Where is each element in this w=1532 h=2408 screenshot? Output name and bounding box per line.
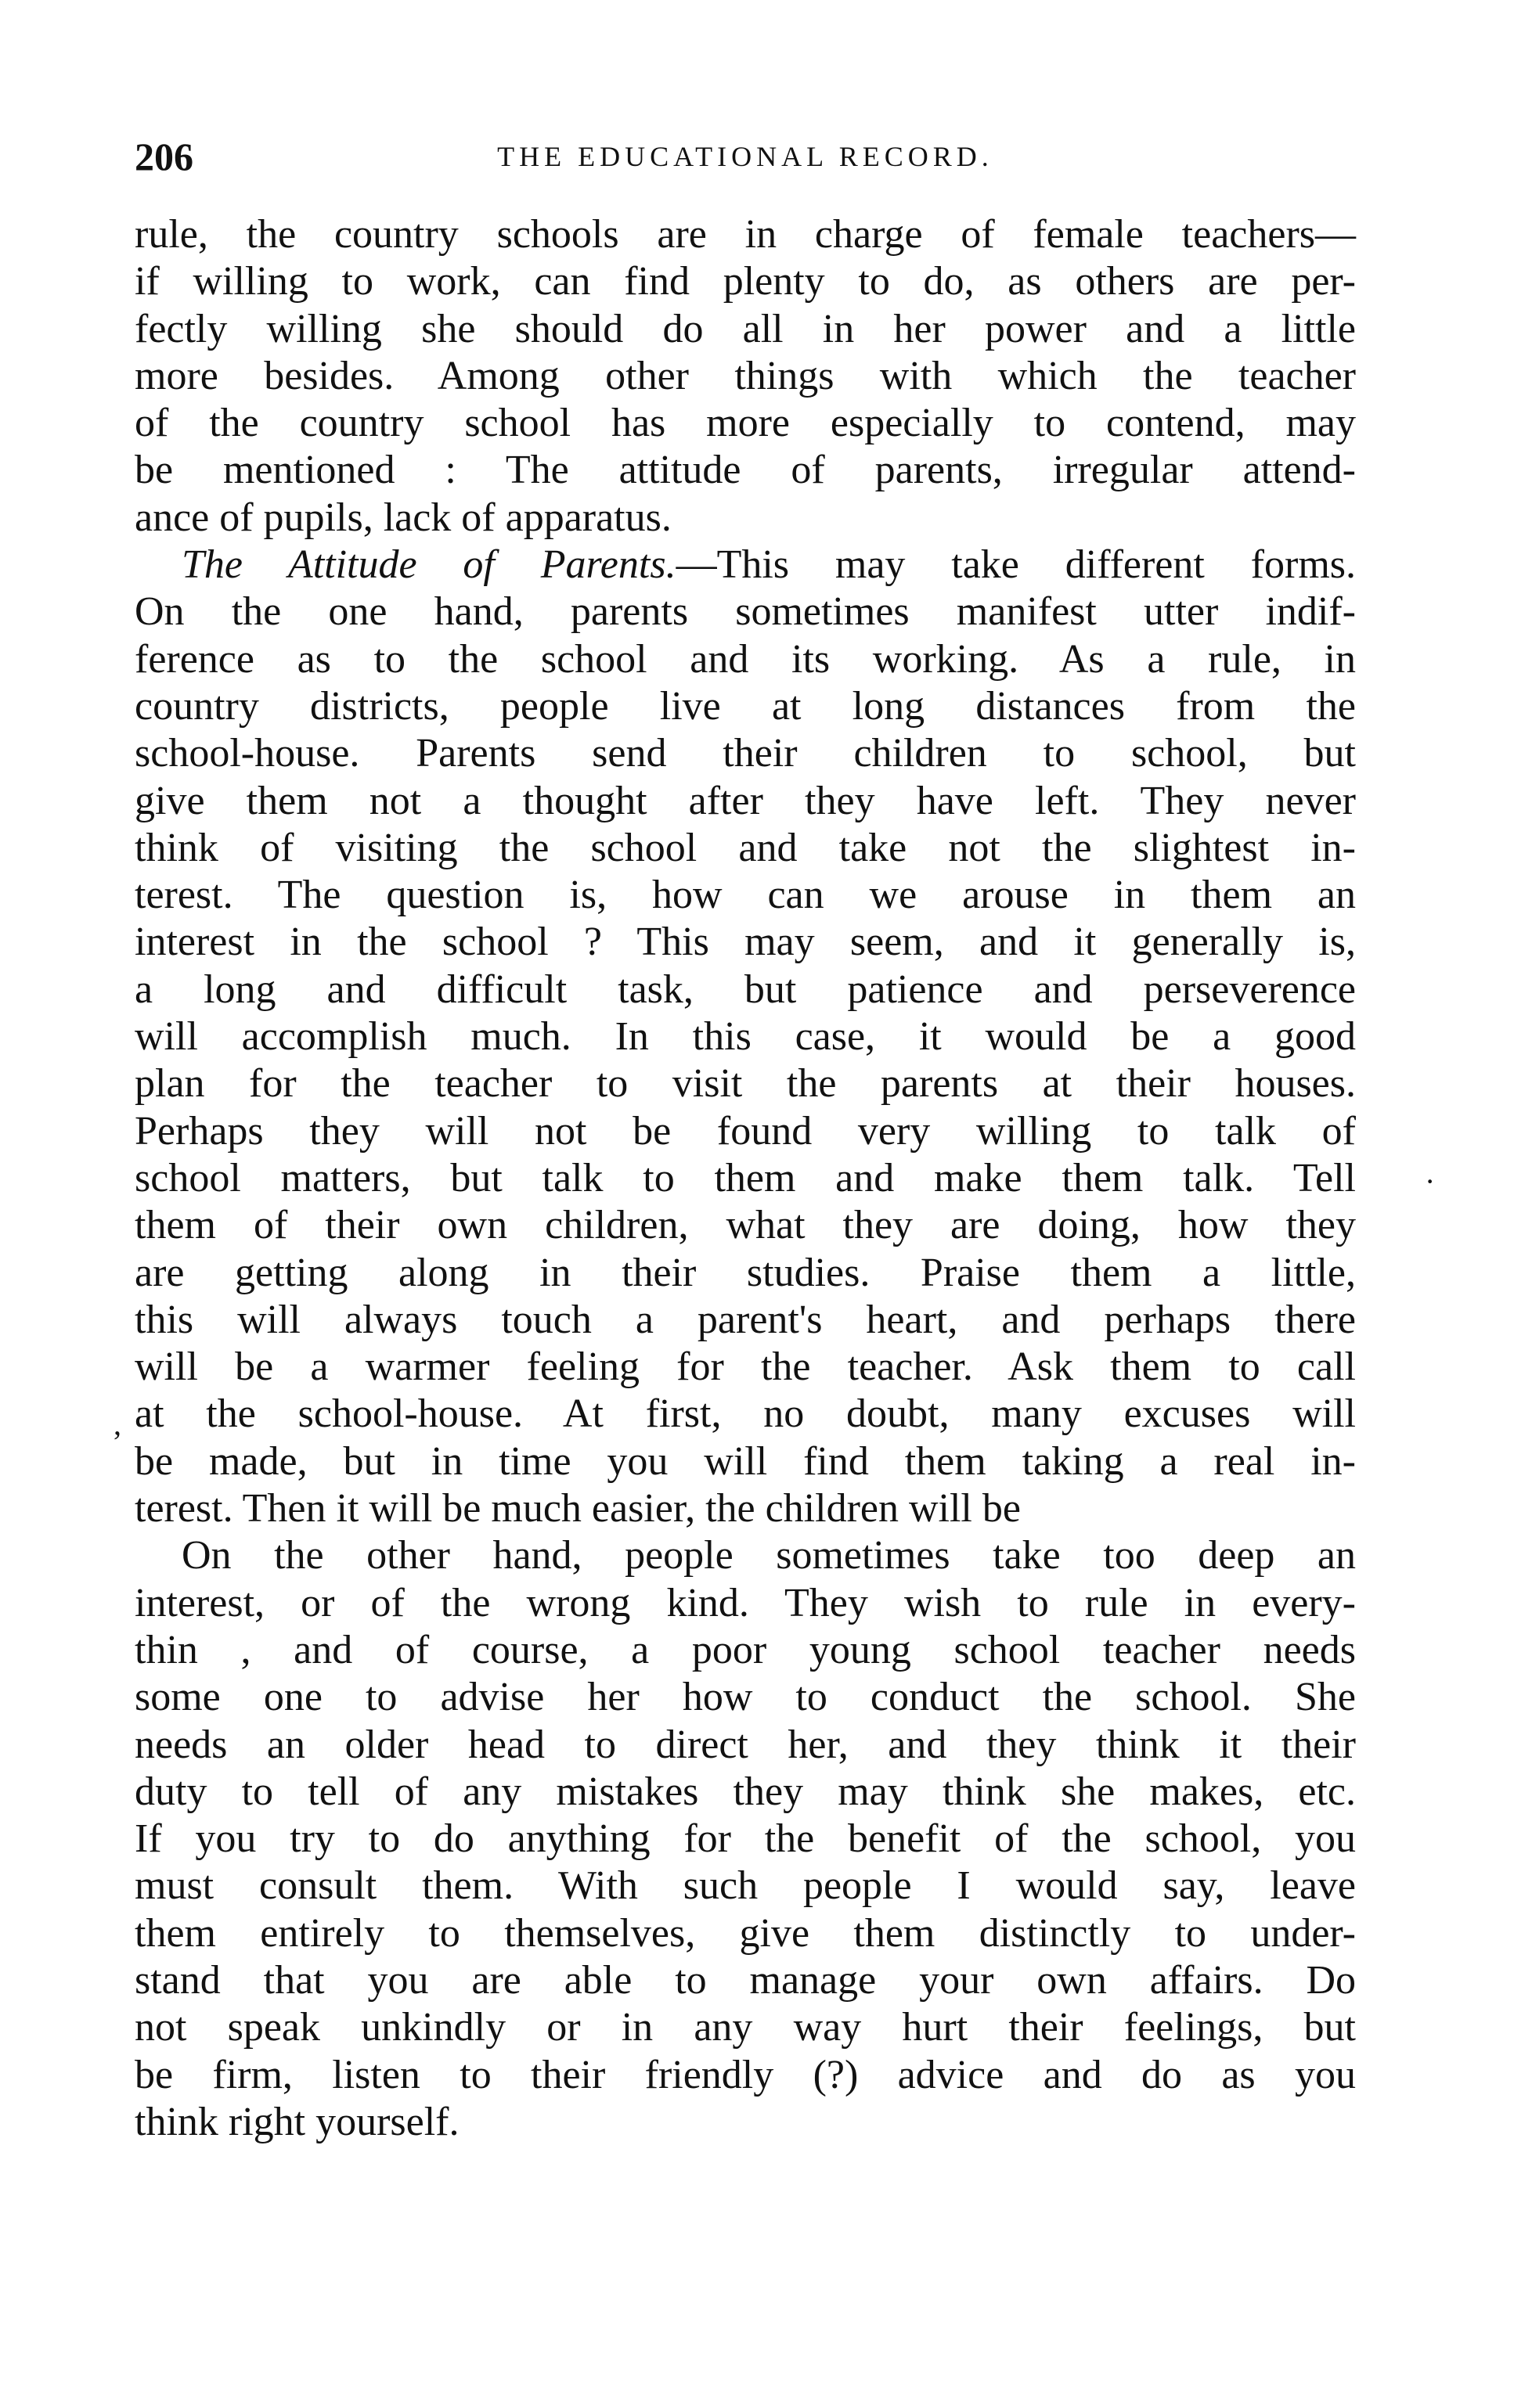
text-line: will be a warmer feeling for the teacher. Ask them to call — [135, 1344, 1356, 1390]
paragraph-2 — [135, 542, 1356, 1532]
text-line: ance of pupils, lack of apparatus. — [135, 495, 672, 540]
text-line: them of their own children, what they are doing, how they — [135, 1203, 1356, 1248]
text-line: at the school-house. At first, no doubt, many excuses will — [135, 1391, 1356, 1437]
text-line: On the other hand, people sometimes take too deep an — [182, 1533, 1356, 1578]
text-line: will accomplish much. In this case, it would be a good — [135, 1014, 1356, 1060]
text-line: country districts, people live at long distances from the — [135, 683, 1356, 729]
text-line: duty to tell of any mistakes they may think she makes, etc. — [135, 1769, 1356, 1814]
text-line: stand that you are able to manage your own affairs. Do — [135, 1957, 1356, 2003]
page-number: 206 — [135, 135, 193, 178]
body-text — [135, 211, 1356, 2146]
text-line: Perhaps they will not be found very willing to talk of — [135, 1108, 1356, 1154]
text-line: some one to advise her how to conduct the school. She — [135, 1675, 1356, 1720]
text-line: more besides. Among other things with which the teacher — [135, 353, 1356, 398]
text-line: school matters, but talk to them and make them talk. Tell — [135, 1155, 1356, 1200]
text-line: be mentioned : The attitude of parents, irregular attend- — [135, 448, 1356, 493]
margin-speck-right: · — [1425, 1164, 1436, 1199]
section-heading-line — [135, 542, 1356, 589]
margin-speck-left: , — [114, 1406, 121, 1442]
text-line: terest. Then it will be much easier, the children will be — [135, 1486, 1021, 1532]
text-line: a long and difficult task, but patience and perseverence — [135, 966, 1356, 1012]
text-line: ference as to the school and its working. As a rule, in — [135, 636, 1356, 682]
text-line: terest. The question is, how can we arouse in them an — [135, 873, 1356, 918]
text-line: must consult them. With such people I would say, leave — [135, 1863, 1356, 1909]
text-line: fectly willing she should do all in her power and a little — [135, 306, 1356, 351]
text-line: think of visiting the school and take not the slightest in- — [135, 825, 1356, 870]
text-line: needs an older head to direct her, and they think it their — [135, 1722, 1356, 1767]
text-line: thin , and of course, a poor young school teacher needs — [135, 1627, 1356, 1672]
text-line: school-house. Parents send their children to school, but — [135, 731, 1356, 776]
text-line: give them not a thought after they have left. They never — [135, 778, 1356, 823]
text-line: rule, the country schools are in charge of female teachers— — [135, 212, 1356, 257]
text-line: be made, but in time you will find them taking a real in- — [135, 1438, 1356, 1484]
text-line: them entirely to themselves, give them distinctly to under- — [135, 1910, 1356, 1956]
journal-title: THE EDUCATIONAL RECORD. — [497, 141, 993, 172]
text-line: On the one hand, parents sometimes manifest utter indif- — [135, 589, 1356, 635]
running-head — [135, 125, 1356, 188]
text-line: are getting along in their studies. Praise them a little, — [135, 1250, 1356, 1295]
text-line: this will always touch a parent's heart, and perhaps there — [135, 1297, 1356, 1342]
text-line: think right yourself. — [135, 2099, 460, 2144]
text-line: interest in the school ? This may seem, and it generally is, — [135, 920, 1356, 965]
text-line: if willing to work, can find plenty to do, as others are per- — [135, 259, 1356, 304]
text-fragment: —This may take different forms. — [676, 542, 1356, 588]
paragraph-1 — [135, 211, 1356, 542]
section-heading: The Attitude of Parents. — [182, 542, 676, 588]
text-line: be firm, listen to their friendly (?) advice and do as you — [135, 2052, 1356, 2097]
text-line: plan for the teacher to visit the parents at their houses. — [135, 1061, 1356, 1107]
text-line: not speak unkindly or in any way hurt their feelings, but — [135, 2005, 1356, 2050]
text-line: of the country school has more especially to contend, may — [135, 401, 1356, 446]
text-line: If you try to do anything for the benefit of the school, you — [135, 1816, 1356, 1862]
paragraph-3 — [135, 1532, 1356, 2146]
text-line: interest, or of the wrong kind. They wish to rule in every- — [135, 1580, 1356, 1625]
